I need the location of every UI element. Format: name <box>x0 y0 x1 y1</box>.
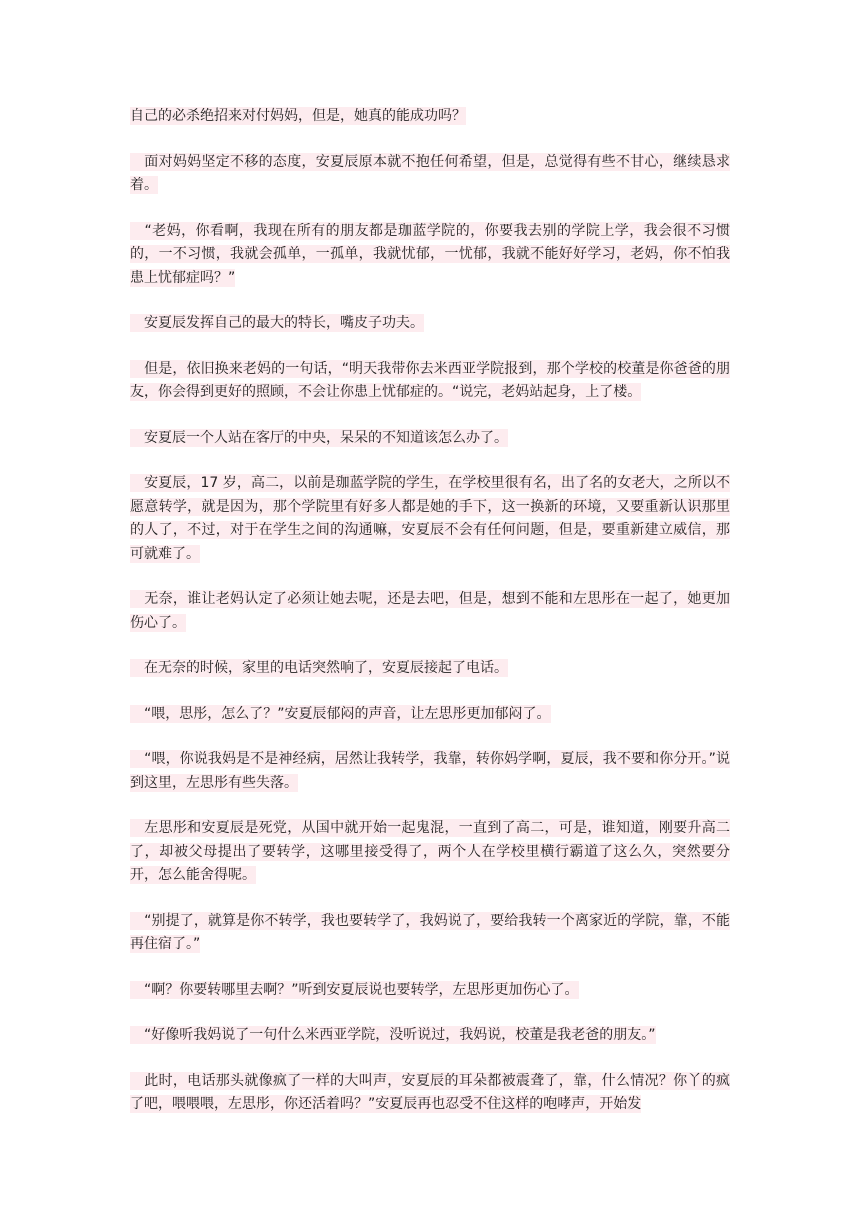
paragraph <box>130 748 730 795</box>
paragraph-text: “好像听我妈说了一句什么米西亚学院，没听说过，我妈说，校董是我老爸的朋友。” <box>130 1027 656 1043</box>
document-body <box>130 105 730 1139</box>
paragraph <box>130 588 730 635</box>
paragraph-text: 自己的必杀绝招来对付妈妈，但是，她真的能成功吗？ <box>130 108 466 124</box>
paragraph <box>130 657 730 681</box>
paragraph <box>130 472 730 566</box>
paragraph <box>130 151 730 198</box>
paragraph-text: 面对妈妈坚定不移的态度，安夏辰原本就不抱任何希望，但是，总觉得有些不甘心，继续恳求着。 <box>130 153 730 193</box>
paragraph <box>130 1024 730 1048</box>
paragraph <box>130 703 730 727</box>
paragraph-text: “喂，你说我妈是不是神经病，居然让我转学，我靠，转你妈学啊，夏辰，我不要和你分开。”说到这里，左思彤有些失落。 <box>130 751 730 791</box>
paragraph <box>130 1070 730 1117</box>
paragraph-text: 无奈，谁让老妈认定了必须让她去呢，还是去吧，但是，想到不能和左思彤在一起了，她更加伤心了。 <box>130 591 730 631</box>
paragraph-text: 安夏辰一个人站在客厅的中央，呆呆的不知道该怎么办了。 <box>130 429 508 446</box>
paragraph-text: 安夏辰发挥自己的最大的特长，嘴皮子功夫。 <box>130 315 424 331</box>
paragraph-text: “喂，思彤，怎么了？”安夏辰郁闷的声音，让左思彤更加郁闷了。 <box>130 705 551 722</box>
paragraph <box>130 427 730 451</box>
paragraph <box>130 220 730 291</box>
paragraph <box>130 979 730 1003</box>
paragraph-text: 此时，电话那头就像疯了一样的大叫声，安夏辰的耳朵都被震聋了，靠，什么情况？你丫的疯了吧，喂喂喂，左思彤，你还活着吗？”安夏辰再也忍受不住这样的咆哮声，开始发 <box>130 1072 730 1112</box>
paragraph-text: “啊？你要转哪里去啊？”听到安夏辰说也要转学，左思彤更加伤心了。 <box>130 981 579 998</box>
paragraph <box>130 105 730 129</box>
paragraph-text: “老妈，你看啊，我现在所有的朋友都是珈蓝学院的，你要我去别的学院上学，我会很不习惯的，一不习惯，我就会孤单，一孤单，我就忧郁，一忧郁，我就不能好好学习，老妈，你不怕我患上忧郁症吗？” <box>130 222 730 286</box>
paragraph <box>130 358 730 405</box>
paragraph <box>130 817 730 888</box>
paragraph-text: 左思彤和安夏辰是死党，从国中就开始一起鬼混，一直到了高二，可是，谁知道，刚要升高二了，却被父母提出了要转学，这哪里接受得了，两个人在学校里横行霸道了这么久，突然要分开，怎么能舍得呢。 <box>130 820 730 883</box>
paragraph-text: “别提了，就算是你不转学，我也要转学了，我妈说了，要给我转一个离家近的学院，靠，不能再住宿了。” <box>130 912 730 952</box>
paragraph <box>130 910 730 957</box>
paragraph-text: 安夏辰，17 岁，高二，以前是珈蓝学院的学生，在学校里很有名，出了名的女老大，之所以不愿意转学，就是因为，那个学院里有好多人都是她的手下，这一换新的环境，又要重新认识那里的人了，不过，对于在学生之间的沟通嘛，安夏辰不会有任何问题，但是，要重新建立威信，那可就难了。 <box>130 475 730 562</box>
paragraph-text: 在无奈的时候，家里的电话突然响了，安夏辰接起了电话。 <box>130 660 508 676</box>
paragraph <box>130 312 730 336</box>
paragraph-text: 但是，依旧换来老妈的一句话，“明天我带你去米西亚学院报到，那个学校的校董是你爸爸的朋友，你会得到更好的照顾，不会让你患上忧郁症的。“说完，老妈站起身，上了楼。 <box>130 360 730 400</box>
